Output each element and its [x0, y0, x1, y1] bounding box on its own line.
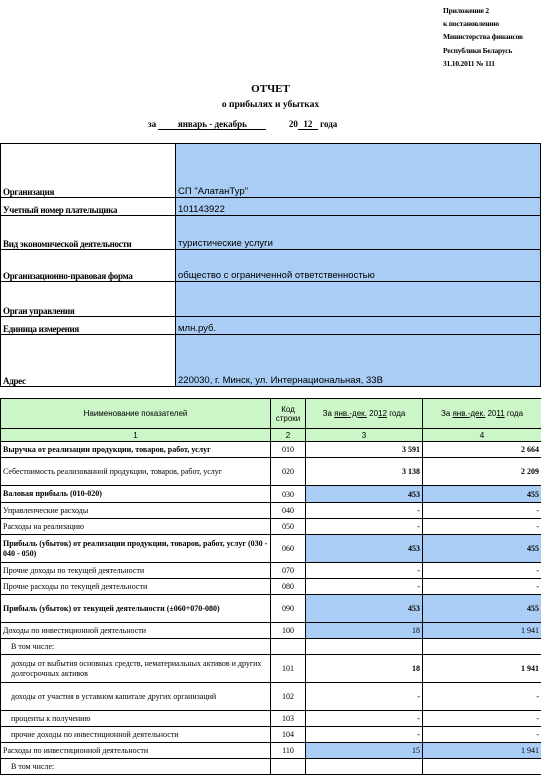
row-current-value[interactable]: - [306, 579, 423, 595]
col3-prefix: За [322, 409, 332, 418]
report-period [148, 119, 337, 130]
row-current-value[interactable]: - [306, 519, 423, 535]
row-current-value[interactable]: 453 [306, 486, 423, 503]
header-previous-period [423, 399, 541, 429]
table-row [1, 503, 541, 519]
appendix-line: Республики Беларусь [443, 45, 513, 55]
row-name: Прибыль (убыток) от реализации продукции, товаров, работ, услуг (030 - 040 - 050) [1, 535, 271, 563]
row-code: 103 [271, 711, 306, 727]
row-name: Расходы по инвестиционной деятельности [1, 743, 271, 759]
row-current-value[interactable]: - [306, 683, 423, 711]
row-current-value [306, 759, 423, 775]
row-name: В том числе: [1, 639, 271, 655]
row-current-value[interactable]: 15 [306, 743, 423, 759]
row-current-value[interactable]: 18 [306, 623, 423, 639]
row-previous-value[interactable]: 2 664 [423, 442, 541, 458]
appendix-line: Министерства финансов [443, 32, 523, 42]
col4-year: 11 [496, 409, 505, 418]
row-code: 020 [271, 458, 306, 486]
table-row [1, 623, 541, 639]
row-previous-value[interactable]: - [423, 563, 541, 579]
numbering-cell: 1 [1, 429, 271, 442]
row-name: Расходы на реализацию [1, 519, 271, 535]
header-name: Наименование показателей [1, 399, 271, 429]
row-current-value[interactable]: 453 [306, 595, 423, 623]
row-previous-value[interactable]: - [423, 519, 541, 535]
row-previous-value[interactable]: 455 [423, 486, 541, 503]
row-code: 080 [271, 579, 306, 595]
table-row [1, 458, 541, 486]
address-label: Адрес [1, 335, 176, 387]
row-name: Себестоимость реализованной продукции, товаров, работ, услуг [1, 458, 271, 486]
table-row [1, 486, 541, 503]
report-title: ОТЧЕТ [251, 83, 290, 95]
row-previous-value[interactable]: - [423, 727, 541, 743]
row-previous-value [423, 639, 541, 655]
period-year-prefix: 20 [288, 119, 298, 129]
row-code: 060 [271, 535, 306, 563]
row-current-value[interactable]: - [306, 711, 423, 727]
address-value[interactable]: 220030, г. Минск, ул. Интернациональная, 33В [176, 335, 541, 387]
organization-info [0, 143, 541, 387]
row-code: 102 [271, 683, 306, 711]
row-name: Прибыль (убыток) от текущей деятельности (±060+070-080) [1, 595, 271, 623]
unit-label: Единица измерения [1, 317, 176, 335]
period-months[interactable]: январь - декабрь [158, 119, 266, 130]
row-previous-value[interactable]: - [423, 683, 541, 711]
row-current-value [306, 639, 423, 655]
col3-year-prefix: 20 [369, 409, 379, 418]
payer-value[interactable]: 101143922 [176, 198, 541, 216]
row-current-value[interactable]: - [306, 503, 423, 519]
row-code: 070 [271, 563, 306, 579]
profit-loss-table [0, 398, 541, 775]
activity-value[interactable]: туристические услуги [176, 216, 541, 250]
period-prefix: за [148, 119, 157, 129]
header-current-period [306, 399, 423, 429]
col3-year: 12 [378, 409, 387, 418]
col4-prefix: За [440, 409, 451, 418]
col4-suffix: года [506, 409, 524, 418]
appendix-line: Приложение 2 [443, 6, 489, 15]
activity-label: Вид экономической деятельности [1, 216, 176, 250]
table-row [1, 743, 541, 759]
row-previous-value[interactable]: - [423, 503, 541, 519]
table-row [1, 759, 541, 775]
table-header-row [1, 399, 541, 429]
row-previous-value[interactable]: 1 941 [423, 623, 541, 639]
header-code: Код строки [271, 399, 306, 429]
legal-form-value[interactable]: общество с ограниченной ответственностью [176, 250, 541, 282]
table-row [1, 655, 541, 683]
appendix-note [443, 4, 541, 70]
row-code: 010 [271, 442, 306, 458]
row-previous-value[interactable]: 1 941 [423, 655, 541, 683]
table-numbering-row [1, 429, 541, 442]
row-current-value[interactable]: - [306, 563, 423, 579]
row-name: Доходы по инвестиционной деятельности [1, 623, 271, 639]
col3-period: янв.-дек. [334, 409, 367, 418]
table-row [1, 563, 541, 579]
row-name: В том числе: [1, 759, 271, 775]
row-code: 104 [271, 727, 306, 743]
row-name: Валовая прибыль (010-020) [1, 486, 271, 503]
organization-label: Организация [1, 144, 176, 198]
row-name: Выручка от реализации продукции, товаров, работ, услуг [1, 442, 271, 458]
row-name: Прочие доходы по текущей деятельности [1, 563, 271, 579]
row-current-value[interactable]: - [306, 727, 423, 743]
row-previous-value[interactable]: - [423, 711, 541, 727]
row-code: 100 [271, 623, 306, 639]
row-code [271, 759, 306, 775]
table-row [1, 727, 541, 743]
row-previous-value[interactable]: 1 941 [423, 743, 541, 759]
payer-label: Учетный номер плательщика [1, 198, 176, 216]
row-code [271, 639, 306, 655]
report-subtitle: о прибылях и убытках [221, 100, 320, 110]
organization-value[interactable]: СП "АлатанТур" [176, 144, 541, 198]
row-current-value[interactable]: 3 591 [306, 442, 423, 458]
row-previous-value[interactable]: 2 209 [423, 458, 541, 486]
row-code: 101 [271, 655, 306, 683]
row-previous-value[interactable]: 455 [423, 595, 541, 623]
table-row [1, 442, 541, 458]
numbering-cell: 3 [306, 429, 423, 442]
authority-value[interactable] [176, 282, 541, 317]
period-suffix: года [320, 119, 338, 129]
legal-form-label: Организационно-правовая форма [1, 250, 176, 282]
table-row [1, 535, 541, 563]
row-previous-value[interactable]: - [423, 579, 541, 595]
col4-period: янв.-дек. [452, 409, 486, 418]
col3-suffix: года [389, 409, 406, 418]
period-year[interactable]: 12 [298, 119, 318, 130]
row-previous-value[interactable]: 455 [423, 535, 541, 563]
row-current-value[interactable]: 3 138 [306, 458, 423, 486]
appendix-line: к постановлению [443, 19, 499, 29]
row-code: 110 [271, 743, 306, 759]
row-code: 040 [271, 503, 306, 519]
table-row [1, 595, 541, 623]
appendix-line: 31.10.2011 № 111 [443, 58, 495, 68]
unit-value[interactable]: млн.руб. [176, 317, 541, 335]
row-previous-value [423, 759, 541, 775]
table-row [1, 579, 541, 595]
table-row [1, 519, 541, 535]
row-name: проценты к получению [1, 711, 271, 727]
table-row [1, 683, 541, 711]
row-name: Управленческие расходы [1, 503, 271, 519]
table-row [1, 639, 541, 655]
row-current-value[interactable]: 18 [306, 655, 423, 683]
authority-label: Орган управления [1, 282, 176, 317]
table-row [1, 711, 541, 727]
col4-year-prefix: 20 [487, 409, 497, 418]
row-name: Прочие расходы по текущей деятельности [1, 579, 271, 595]
row-current-value[interactable]: 453 [306, 535, 423, 563]
row-name: доходы от участия в уставном капитале других организаций [1, 683, 271, 711]
row-name: прочие доходы по инвестиционной деятельности [1, 727, 271, 743]
row-code: 090 [271, 595, 306, 623]
row-code: 050 [271, 519, 306, 535]
numbering-cell: 2 [271, 429, 306, 442]
row-code: 030 [271, 486, 306, 503]
numbering-cell: 4 [423, 429, 541, 442]
row-name: доходы от выбытия основных средств, нематериальных активов и других долгосрочных активов [1, 655, 271, 683]
